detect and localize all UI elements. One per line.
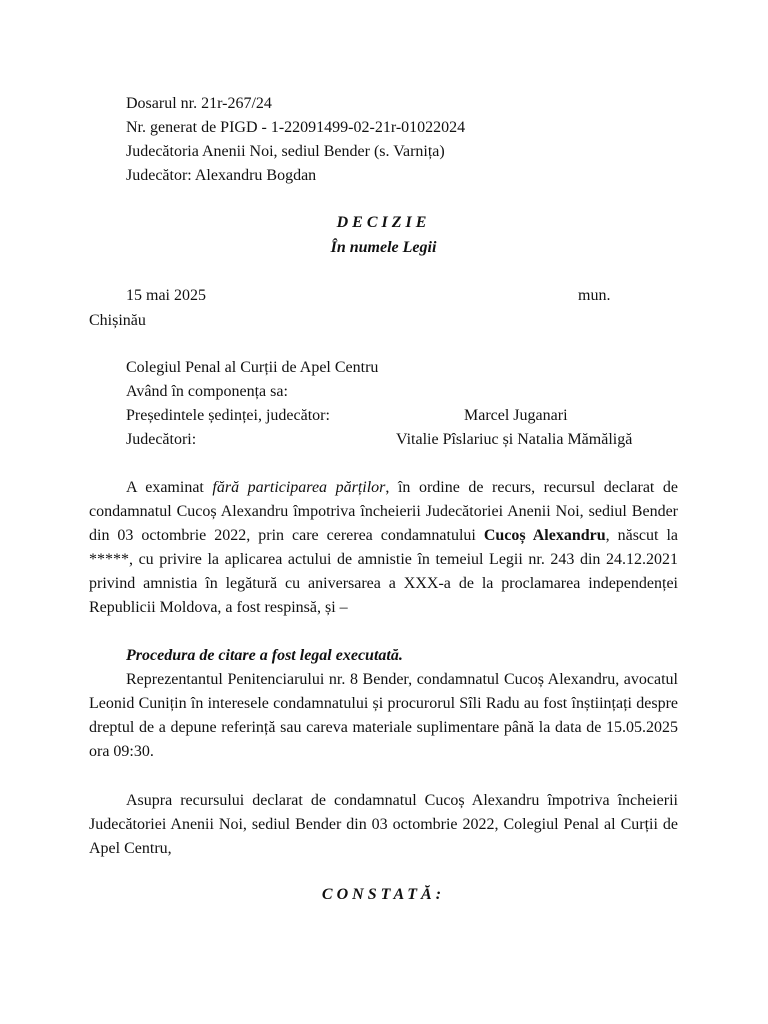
president-name: Marcel Juganari — [464, 407, 568, 424]
composition-label: Având în componența sa: — [126, 383, 288, 400]
case-number: Dosarul nr. 21r-267/24 — [126, 95, 272, 112]
paragraph-examination — [89, 476, 678, 620]
pigd-number: Nr. generat de PIGD - 1-22091499-02-21r-01022024 — [126, 119, 466, 136]
constata-heading: CONSTATĂ: — [321, 886, 446, 903]
judges-names: Vitalie Pîslariuc și Natalia Mămăligă — [396, 431, 633, 448]
paragraph-examination-part3: , născut la *****, cu privire la aplicarea actului de amnistie în temeiul Legii nr. 243 din 24.12.2021 privind amnistia în legătură cu aniversarea a XXX-a de la proclamarea independenței Republicii Moldova, a fost respinsă, și – — [89, 527, 679, 616]
judge-name: Judecător: Alexandru Bogdan — [126, 167, 317, 184]
document-title: DECIZIE — [336, 214, 431, 231]
paragraph-examination-part2: , în ordine de recurs, recursul declarat de condamnatul Cucoș Alexandru împotriva încheierii Judecătoriei Anenii Noi, sediul Bender din 03 octombrie 2022, prin care cererea condamnatului — [89, 479, 679, 544]
paragraph-appeal: Asupra recursului declarat de condamnatul Cucoș Alexandru împotriva încheierii Judecătoriei Anenii Noi, sediul Bender din 03 octombrie 2022, Colegiul Penal al Curții de Apel Centru, — [89, 792, 678, 857]
paragraph-examination-part1: A examinat — [126, 479, 213, 496]
judges-label: Judecători: — [126, 431, 197, 448]
paragraph-examination-italic: fără participarea părților — [212, 479, 386, 496]
president-label: Președintele ședinței, judecător: — [126, 407, 330, 424]
document-subtitle: În numele Legii — [330, 239, 437, 256]
place-prefix: mun. — [578, 287, 611, 304]
paragraph-examination-bold-name: Cucoș Alexandru — [483, 527, 606, 544]
decision-date: 15 mai 2025 — [126, 287, 206, 304]
procedure-statement: Procedura de citare a fost legal executată. — [126, 647, 403, 664]
place-city: Chișinău — [89, 312, 146, 329]
college-name: Colegiul Penal al Curții de Apel Centru — [126, 359, 379, 376]
paragraph-notification: Reprezentantul Penitenciarului nr. 8 Bender, condamnatul Cucoș Alexandru, avocatul Leonid Cunițin în interesele condamnatului și procurorul Sîli Radu au fost înștiințați despre dreptul de a depune referință sau careva materiale suplimentare până la data de 15.05.2025 ora 09:30. — [89, 671, 678, 760]
court-name: Judecătoria Anenii Noi, sediul Bender (s. Varnița) — [126, 143, 445, 160]
